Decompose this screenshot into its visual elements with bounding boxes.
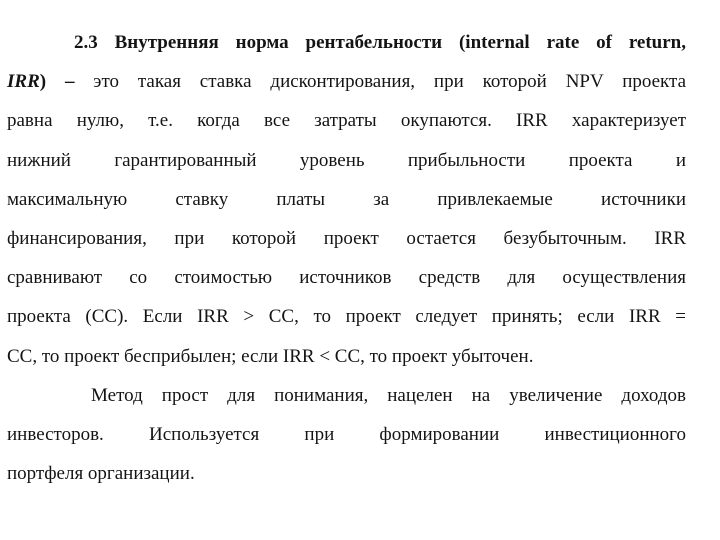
document-page [7, 23, 686, 493]
text-line: СС, то проект бесприбылен; если IRR < CC, то проект убыточен. [7, 345, 534, 367]
text-line: финансирования, при которой проект остается безубыточным. IRR [7, 227, 686, 249]
paragraph-irr-definition [7, 23, 686, 376]
text-line: проекта (СС). Если IRR > CC, то проект следует принять; если IRR = [7, 306, 686, 328]
paragraph-method-summary [7, 376, 686, 494]
closing-paren: ) [39, 71, 47, 93]
text-line: сравнивают со стоимостью источников средств для осуществления [7, 267, 686, 289]
text-line: портфеля организации. [7, 463, 195, 485]
irr-term: IRR [7, 71, 40, 93]
text-line: равна нулю, т.е. когда все затраты окупаются. IRR характеризует [7, 110, 686, 132]
dash: – [64, 71, 75, 93]
text-line [7, 62, 686, 101]
text-line: нижний гарантированный уровень прибыльности проекта и [7, 149, 686, 171]
text-fragment: это такая ставка дисконтирования, при которой NPV проекта [93, 71, 687, 93]
text-line: максимальную ставку платы за привлекаемые источники [7, 188, 686, 210]
section-heading: 2.3 Внутренняя норма рентабельности (internal rate of return, [74, 32, 686, 53]
text-line: Метод прост для понимания, нацелен на увеличение доходов [91, 384, 686, 406]
text-line: инвесторов. Используется при формировании инвестиционного [7, 423, 686, 445]
